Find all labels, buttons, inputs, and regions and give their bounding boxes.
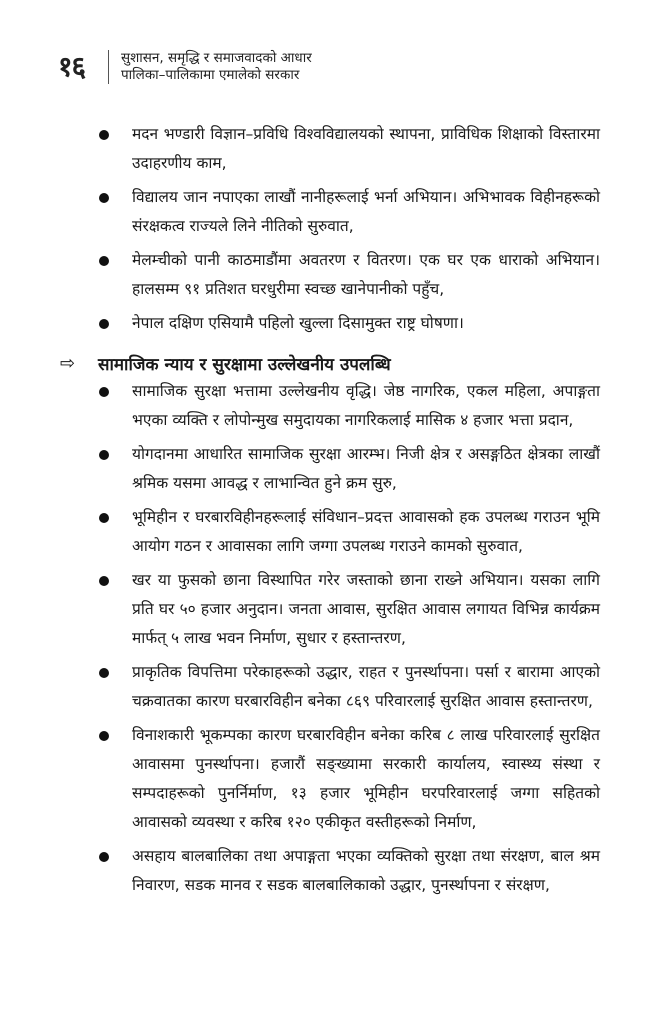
- header-divider: [108, 50, 109, 84]
- list-item-text: योगदानमा आधारित सामाजिक सुरक्षा आरम्भ। निजी क्षेत्र र असङ्गठित क्षेत्रका लाखौं श्रमिक यसमा आवद्ध र लाभान्वित हुने क्रम सुरु,: [132, 445, 600, 492]
- page-number: १६: [58, 50, 86, 83]
- list-item-text: सामाजिक सुरक्षा भत्तामा उल्लेखनीय वृद्धि। जेष्ठ नागरिक, एकल महिला, अपाङ्गता भएका व्यक्ति र लोपोन्मुख समुदायका नागरिकलाई मासिक ४ हजार भत्ता प्रदान,: [132, 382, 600, 429]
- list-item: [60, 309, 600, 338]
- section-heading: [60, 352, 600, 375]
- bullet-icon: [99, 319, 109, 329]
- bullet-icon: [99, 852, 109, 862]
- bullet-list-top: [60, 120, 600, 338]
- list-item: [60, 566, 600, 653]
- list-item: [60, 721, 600, 837]
- section-title: सामाजिक न्याय र सुरक्षामा उल्लेखनीय उपलब्धि: [98, 355, 391, 375]
- list-item-text: प्राकृतिक विपत्तिमा परेकाहरूको उद्धार, राहत र पुनर्स्थापना। पर्सा र बारामा आएको चक्रवातका कारण घरबारविहीन बनेका ८६९ परिवारलाई सुरक्षित आवास हस्तान्तरण,: [132, 663, 600, 710]
- list-item-text: मदन भण्डारी विज्ञान–प्रविधि विश्वविद्यालयको स्थापना, प्राविधिक शिक्षाको विस्तारमा उदाहरणीय काम,: [132, 125, 600, 172]
- running-title-line1: सुशासन, समृद्धि र समाजवादको आधार: [121, 50, 312, 66]
- running-header: [58, 50, 312, 84]
- bullet-icon: [99, 668, 109, 678]
- list-item-text: भूमिहीन र घरबारविहीनहरूलाई संविधान–प्रदत्त आवासको हक उपलब्ध गराउन भूमि आयोग गठन र आवासका लागि जग्गा उपलब्ध गराउने कामको सुरुवात,: [132, 508, 600, 555]
- list-item: [60, 377, 600, 435]
- list-item: [60, 120, 600, 178]
- arrow-right-icon: ⇨: [60, 353, 76, 374]
- bullet-icon: [99, 193, 109, 203]
- page-body: [60, 120, 600, 905]
- running-title: [121, 50, 312, 84]
- list-item: [60, 503, 600, 561]
- running-title-line2: पालिका–पालिकामा एमालेको सरकार: [121, 67, 300, 83]
- bullet-list-section: [60, 377, 600, 900]
- bullet-icon: [99, 731, 109, 741]
- list-item: [60, 658, 600, 716]
- list-item-text: खर या फुसको छाना विस्थापित गरेर जस्ताको छाना राख्ने अभियान। यसका लागि प्रति घर ५० हजार अनुदान। जनता आवास, सुरक्षित आवास लगायत विभिन्न कार्यक्रम मार्फत् ५ लाख भवन निर्माण, सुधार र हस्तान्तरण,: [132, 571, 600, 647]
- list-item-text: मेलम्चीको पानी काठमाडौंमा अवतरण र वितरण। एक घर एक धाराको अभियान। हालसम्म ९१ प्रतिशत घरधुरीमा स्वच्छ खानेपानीको पहुँच,: [132, 251, 600, 298]
- list-item-text: नेपाल दक्षिण एसियामै पहिलो खुल्ला दिसामुक्त राष्ट्र घोषणा।: [132, 314, 464, 332]
- bullet-icon: [99, 576, 109, 586]
- bullet-icon: [99, 450, 109, 460]
- bullet-icon: [99, 256, 109, 266]
- bullet-icon: [99, 130, 109, 140]
- list-item: [60, 246, 600, 304]
- list-item-text: असहाय बालबालिका तथा अपाङ्गता भएका व्यक्तिको सुरक्षा तथा संरक्षण, बाल श्रम निवारण, सडक मानव र सडक बालबालिकाको उद्धार, पुनर्स्थापना र संरक्षण,: [132, 847, 600, 894]
- list-item: [60, 842, 600, 900]
- bullet-icon: [99, 513, 109, 523]
- list-item: [60, 183, 600, 241]
- list-item: [60, 440, 600, 498]
- list-item-text: विद्यालय जान नपाएका लाखौं नानीहरूलाई भर्ना अभियान। अभिभावक विहीनहरूको संरक्षकत्व राज्यले लिने नीतिको सुरुवात,: [132, 188, 600, 235]
- bullet-icon: [99, 387, 109, 397]
- list-item-text: विनाशकारी भूकम्पका कारण घरबारविहीन बनेका करिब ८ लाख परिवारलाई सुरक्षित आवासमा पुनर्स्थापना। हजारौं सङ्ख्यामा सरकारी कार्यालय, स्वास्थ्य संस्था र सम्पदाहरूको पुनर्निर्माण, १३ हजार भूमिहीन घरपरिवारलाई जग्गा सहितको आवासको व्यवस्था र करिब १२० एकीकृत वस्तीहरूको निर्माण,: [132, 726, 600, 831]
